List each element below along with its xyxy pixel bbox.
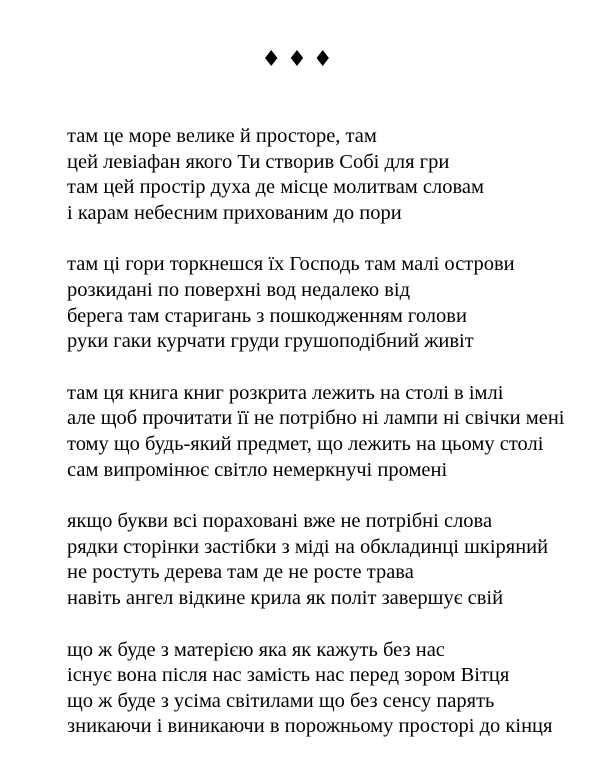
poem-line: що ж буде з усіма світилами що без сенсу парять (67, 689, 495, 712)
poem-line: зникаючи і виникаючи в порожньому просторі до кінця (67, 715, 553, 738)
poem (67, 124, 580, 766)
stanza-5 (67, 638, 580, 740)
poem-line: берега там старигань з пошкодженням голови (67, 304, 467, 327)
poem-line: там цей простір духа де місце молитвам словам (67, 176, 484, 199)
section-ornament: ♦♦♦ (261, 47, 339, 72)
poem-line: тому що будь-який предмет, що лежить на цьому столі (67, 432, 544, 455)
poem-line: і карам небесним прихованим до пори (67, 201, 402, 224)
stanza-3 (67, 381, 580, 483)
poem-line: що ж буде з матерією яка як кажуть без нас (67, 638, 445, 661)
poem-line: руки гаки курчати груди грушоподібний живіт (67, 330, 474, 353)
stanza-2 (67, 252, 580, 354)
poem-line: але щоб прочитати її не потрібно ні лампи ні свічки мені (67, 407, 565, 430)
poem-line: цей левіафан якого Ти створив Собі для гри (67, 150, 450, 173)
poem-line: якщо букви всі пораховані вже не потрібні слова (67, 510, 493, 533)
poem-line: там ці гори торкнешся їх Господь там малі острови (67, 253, 515, 276)
poem-line: там це море велике й просторе, там (67, 125, 377, 147)
poem-line: не ростуть дерева там де не росте трава (67, 561, 414, 584)
poem-line: розкидані по поверхні вод недалеко від (67, 278, 411, 301)
stanza-1 (67, 124, 580, 226)
stanza-4 (67, 509, 580, 611)
poem-line: сам випромінює світло немеркнучі промені (67, 458, 448, 481)
poem-line: рядки сторінки застібки з міді на обкладинці шкіряний (67, 535, 549, 558)
poem-line: навіть ангел відкине крила як політ завершує свій (67, 586, 504, 609)
poem-line: там ця книга книг розкрита лежить на столі в імлі (67, 381, 504, 404)
poem-line: існує вона після нас замість нас перед зором Вітця (67, 664, 510, 687)
